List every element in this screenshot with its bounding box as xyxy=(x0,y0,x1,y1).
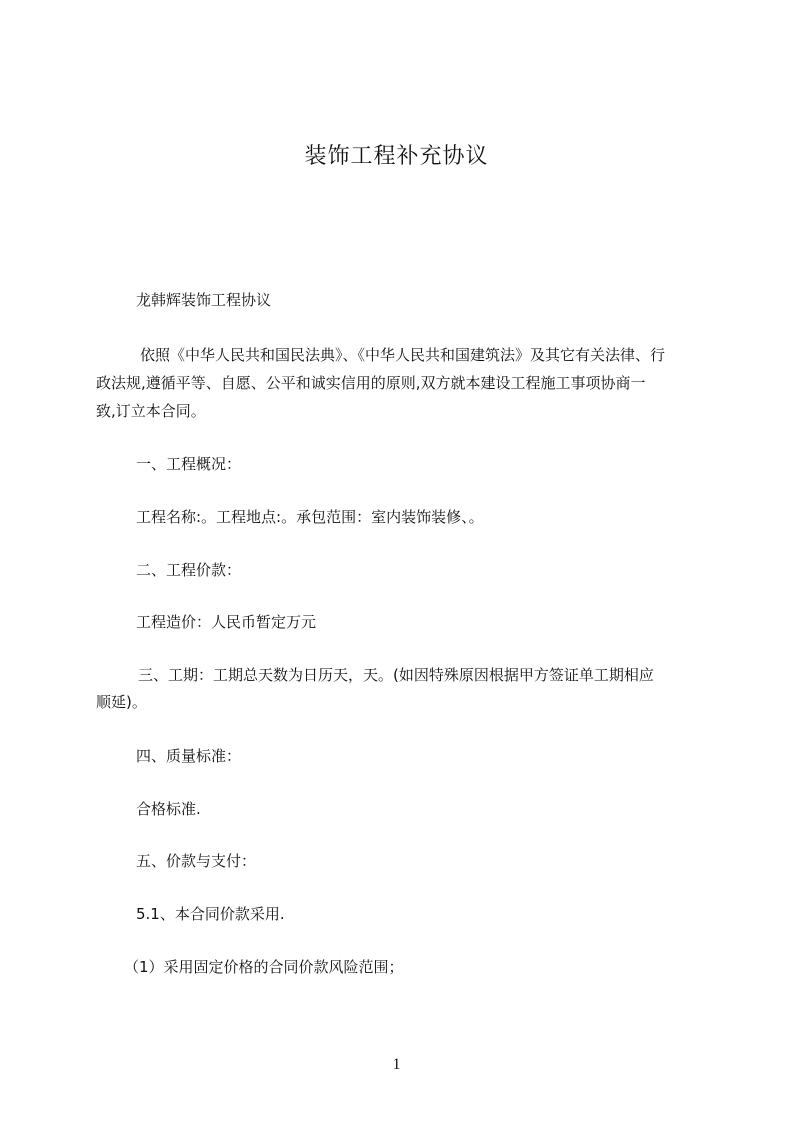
section5-heading: 五、价款与支付： xyxy=(136,852,257,870)
intro-line-1: 依照《中华人民共和国民法典》、《中华人民共和国建筑法》及其它有关法律、行 xyxy=(140,346,666,364)
section1-text: 工程名称:。工程地点:。承包范围：室内装饰装修、。 xyxy=(136,508,484,526)
section1-heading: 一、工程概况： xyxy=(136,455,242,473)
section2-text: 工程造价：人民币暂定万元 xyxy=(136,613,317,631)
section3-line-2: 顺延)。 xyxy=(96,693,147,711)
section5-1-text: 5.1、本合同价款采用. xyxy=(136,905,285,923)
section5-item-1: （1）采用固定价格的合同价款风险范围； xyxy=(124,958,404,976)
section4-text: 合格标准. xyxy=(136,800,201,818)
intro-line-2: 政法规,遵循平等、自愿、公平和诚实信用的原则,双方就本建设工程施工事项协商一 xyxy=(96,374,646,392)
intro-line-3: 致,订立本合同。 xyxy=(96,402,206,420)
document-title: 装饰工程补充协议 xyxy=(304,144,489,169)
section4-heading: 四、质量标准： xyxy=(136,747,242,765)
section3-line-1: 三、工期：工期总天数为日历天，天。(如因特殊原因根据甲方签证单工期相应 xyxy=(138,666,654,684)
page-number: 1 xyxy=(392,1056,401,1073)
section2-heading: 二、工程价款： xyxy=(136,561,242,579)
document-subtitle: 龙韩辉装饰工程协议 xyxy=(136,291,272,309)
